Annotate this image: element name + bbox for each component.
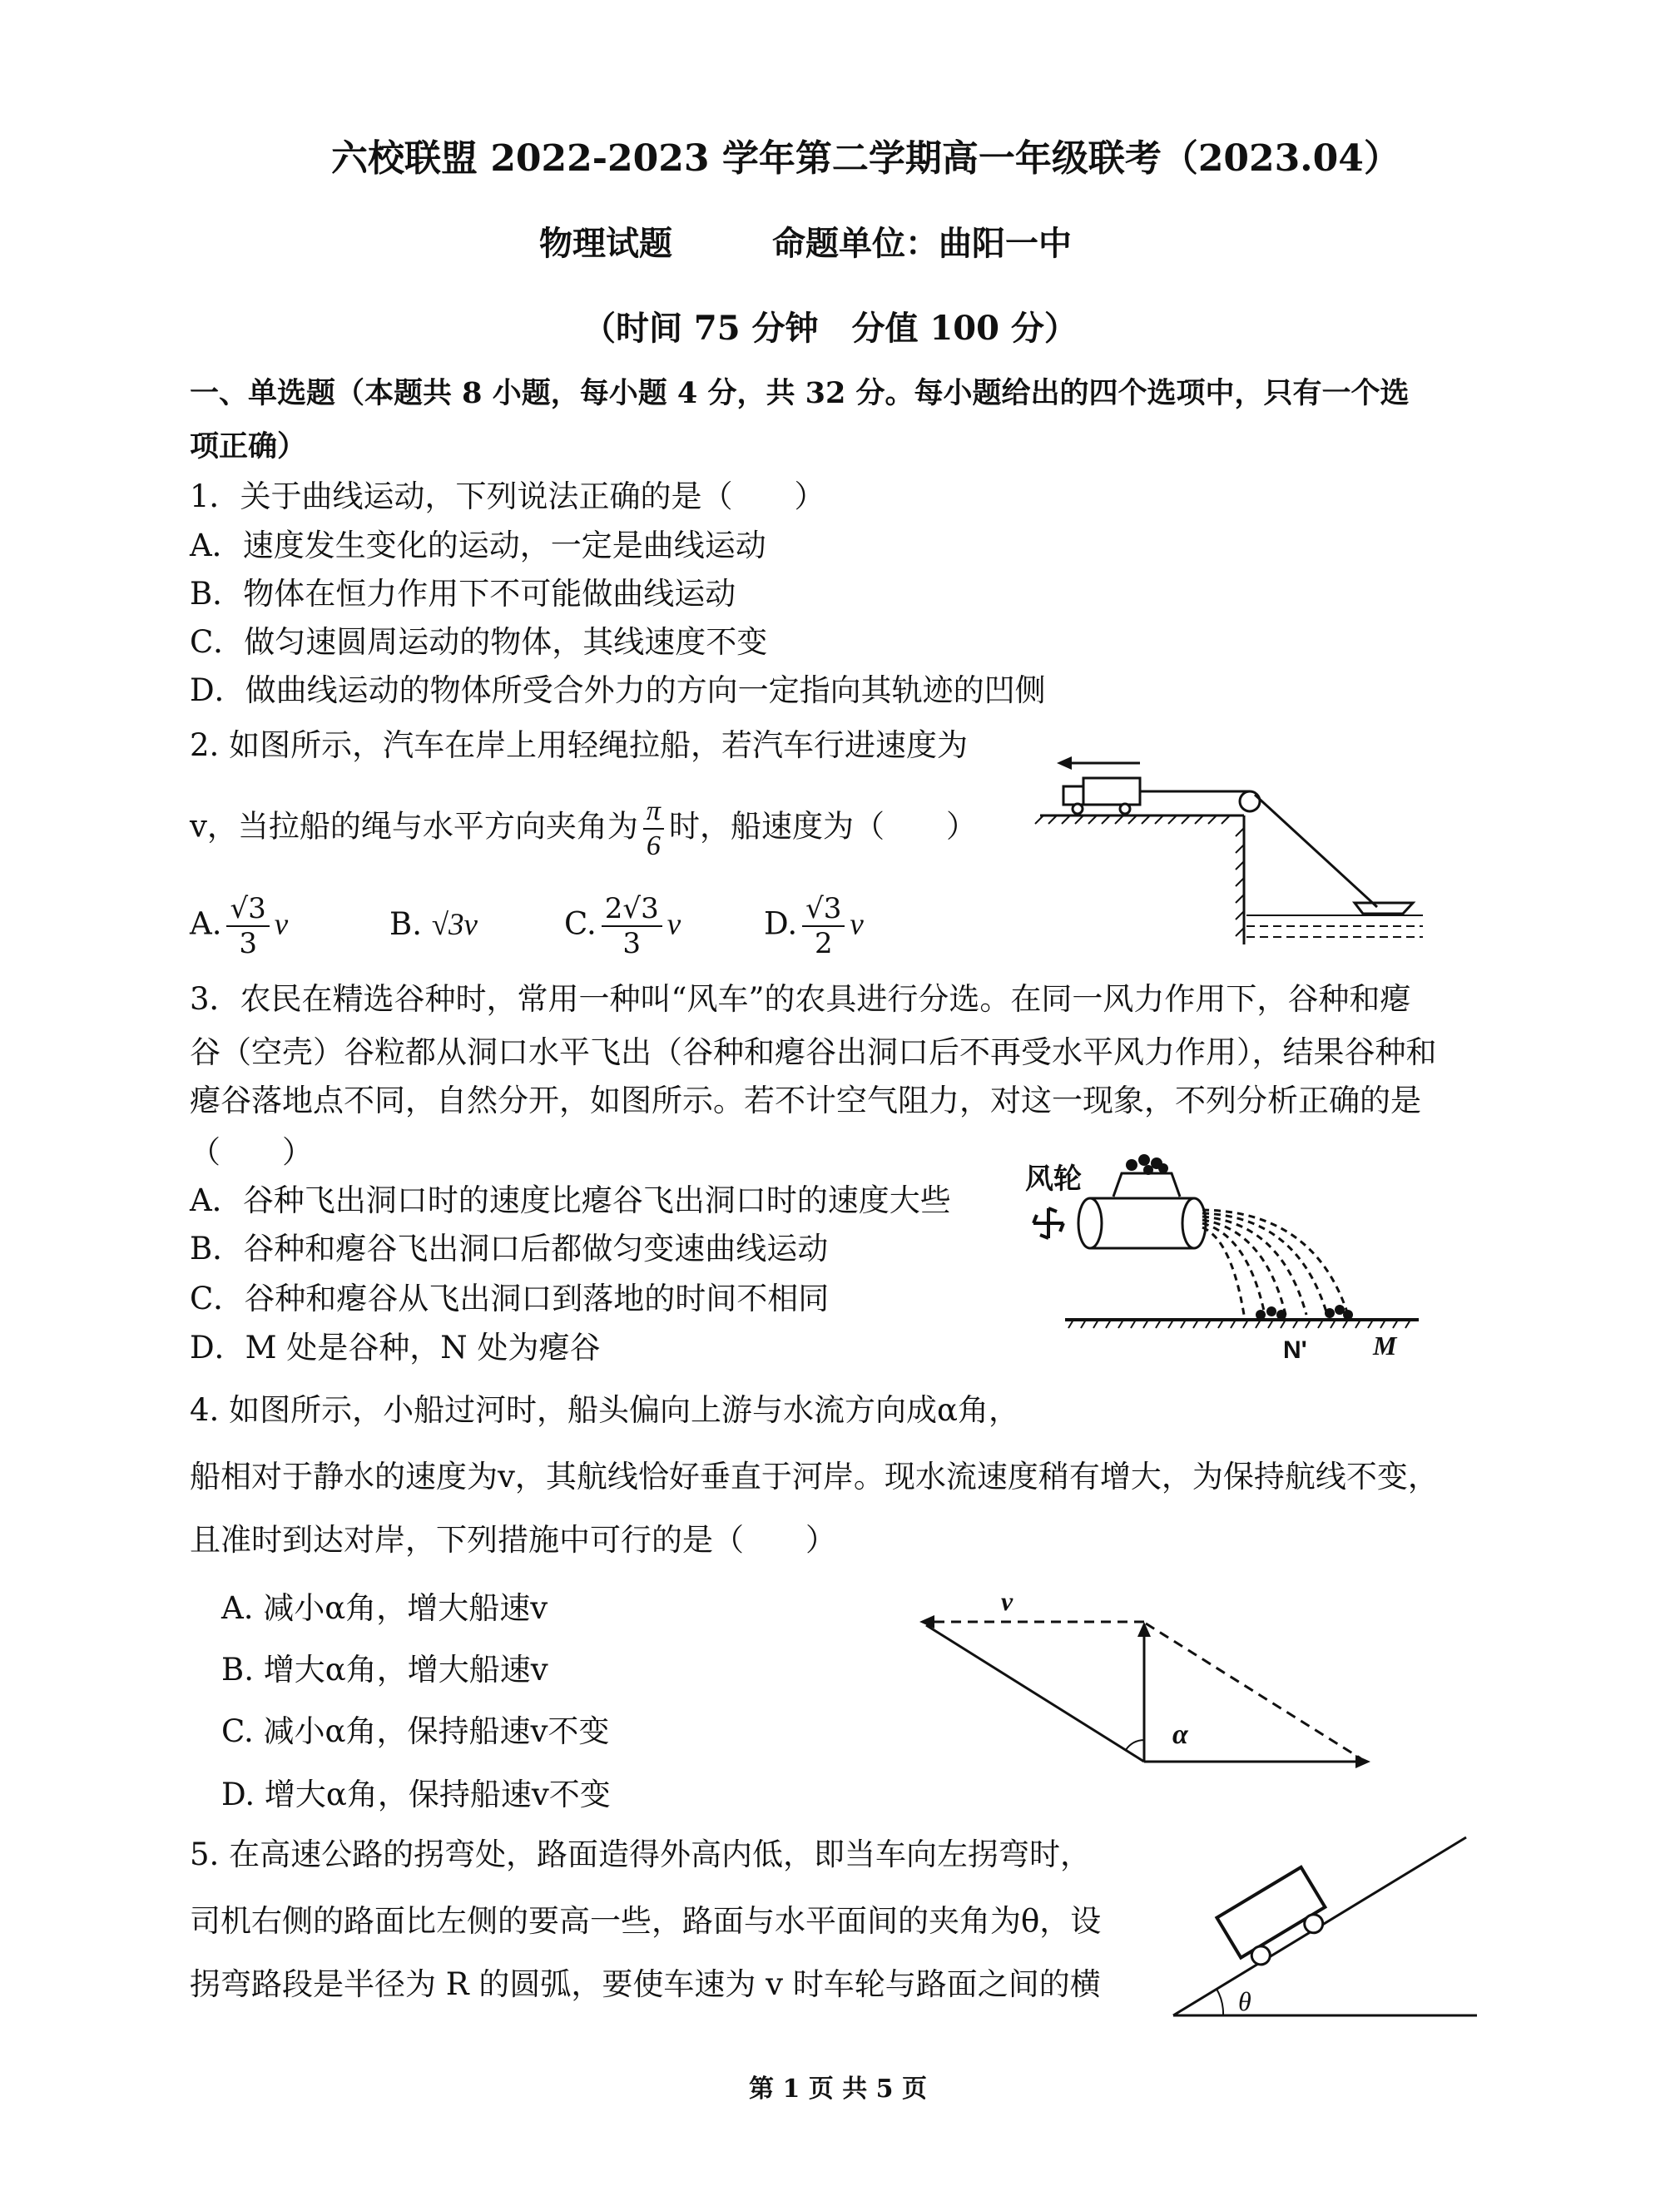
q4-option-c: C. 减小α角，保持船速v不变	[221, 1713, 610, 1749]
question-unit: 命题单位：曲阳一中	[772, 224, 1072, 263]
label-alpha: α	[1172, 1719, 1188, 1750]
section-heading: 一、单选题（本题共 8 小题，每小题 4 分，共 32 分。每小题给出的四个选项中，只有一个选	[190, 376, 1410, 410]
banked-road-diagram	[1165, 1822, 1481, 2022]
q3-stem-line3: 瘪谷落地点不同，自然分开，如图所示。若不计空气阻力，对这一现象，不列分析正确的是	[190, 1083, 1421, 1118]
q2-option-c: C. $\frac{2√3}{3}$ v	[564, 892, 681, 960]
section-heading-cont: 项正确）	[190, 429, 307, 463]
q5-stem-line3: 拐弯路段是半径为 R 的圆弧，要使车速为 v 时车轮与路面之间的横	[190, 1966, 1101, 2002]
subject-label: 物理试题	[539, 224, 672, 263]
q3-stem-line4: （ ）	[190, 1134, 313, 1170]
q5-stem-line2: 司机右侧的路面比左侧的要高一些，路面与水平面间的夹角为θ，设	[190, 1903, 1102, 1939]
q4-stem-line3: 且准时到达对岸，下列措施中可行的是（ ）	[190, 1522, 836, 1558]
exam-meta: （时间 75 分钟 分值 100 分）	[582, 309, 1078, 348]
q4-option-d: D. 增大α角，保持船速v不变	[221, 1777, 611, 1812]
q2-option-d: D. $\frac{√3}{2}$ v	[764, 892, 864, 960]
q3-option-d: D．M 处是谷种，N 处为瘪谷	[190, 1330, 601, 1366]
q1-option-c: C．做匀速圆周运动的物体，其线速度不变	[190, 624, 768, 660]
q2-stem-line1: 2. 如图所示，汽车在岸上用轻绳拉船，若汽车行进速度为	[190, 727, 969, 763]
q4-stem-line1: 4. 如图所示，小船过河时，船头偏向上游与水流方向成α角，	[190, 1392, 1020, 1428]
q2-option-b: B. √3v	[389, 906, 478, 942]
label-n: N'	[1283, 1336, 1307, 1364]
q3-option-b: B．谷种和瘪谷飞出洞口后都做匀变速曲线运动	[190, 1231, 829, 1267]
fan-label: 风轮	[1025, 1163, 1082, 1195]
truck-boat-diagram	[1032, 745, 1431, 957]
label-theta: θ	[1238, 1986, 1251, 2016]
q4-stem-line2: 船相对于静水的速度为v，其航线恰好垂直于河岸。现水流速度稍有增大，为保持航线不变，	[190, 1459, 1439, 1495]
label-v: v	[1001, 1586, 1013, 1616]
page-number: 第 1 页 共 5 页	[749, 2075, 927, 2104]
q5-stem-line1: 5. 在高速公路的拐弯处，路面造得外高内低，即当车向左拐弯时，	[190, 1837, 1092, 1872]
q1-option-a: A．速度发生变化的运动，一定是曲线运动	[190, 528, 766, 563]
q2-stem-line2: v，当拉船的绳与水平方向夹角为 $\frac{\pi}{6}$ 时，船速度为（ ）	[190, 796, 977, 861]
q1-stem: 1．关于曲线运动，下列说法正确的是（ ）	[190, 478, 825, 514]
label-m: M	[1373, 1331, 1397, 1361]
q4-option-a: A. 减小α角，增大船速v	[221, 1590, 548, 1626]
q1-option-d: D．做曲线运动的物体所受合外力的方向一定指向其轨迹的凹侧	[190, 672, 1046, 708]
winnower-diagram	[1015, 1140, 1431, 1381]
q2-option-a: A. $\frac{√3}{3}$ v	[190, 892, 289, 960]
river-velocity-diagram	[911, 1585, 1377, 1785]
q3-option-a: A．谷种飞出洞口时的速度比瘪谷飞出洞口时的速度大些	[190, 1182, 951, 1218]
q3-stem-line1: 3．农民在精选谷种时，常用一种叫“风车”的农具进行分选。在同一风力作用下，谷种和瘪	[190, 981, 1411, 1017]
q3-option-c: C．谷种和瘪谷从飞出洞口到落地的时间不相同	[190, 1281, 830, 1316]
exam-title: 六校联盟 2022-2023 学年第二学期高一年级联考（2023.04）	[331, 137, 1400, 180]
q4-option-b: B. 增大α角，增大船速v	[221, 1652, 548, 1688]
q1-option-b: B．物体在恒力作用下不可能做曲线运动	[190, 576, 736, 612]
q3-stem-line2: 谷（空壳）谷粒都从洞口水平飞出（谷种和瘪谷出洞口后不再受水平风力作用），结果谷种和	[190, 1034, 1437, 1070]
